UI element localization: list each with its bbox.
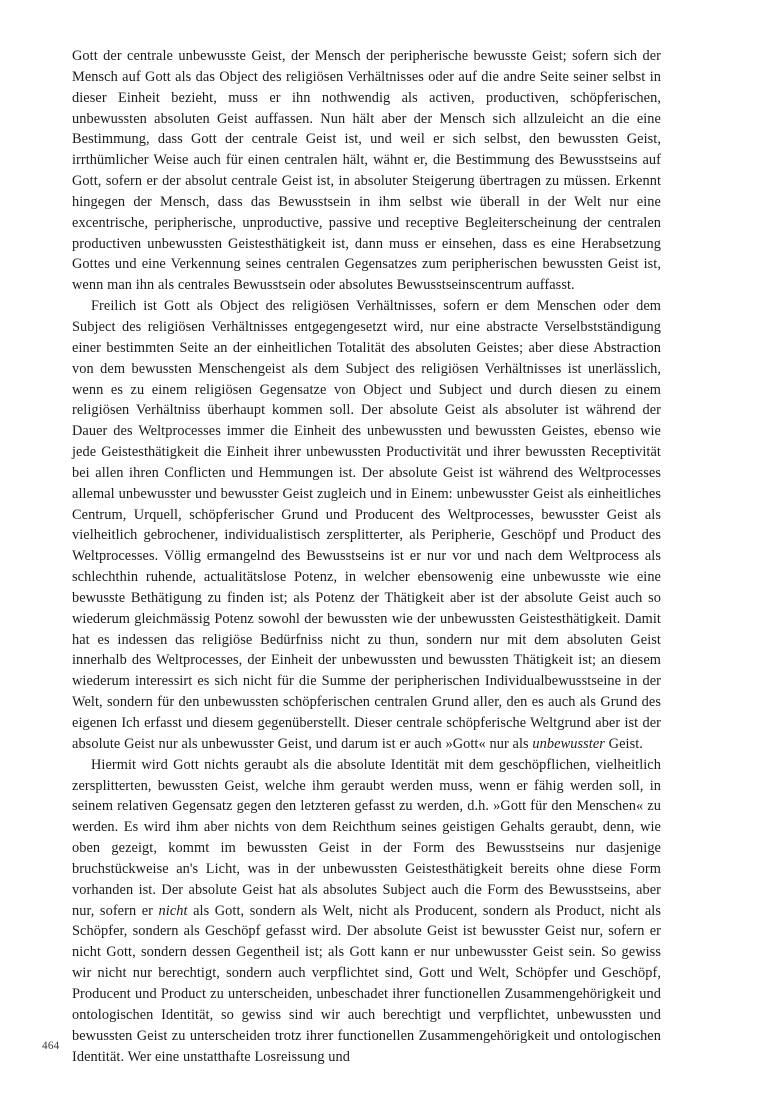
- body-text-block: [72, 46, 661, 1067]
- emphasised-word: unbewusster: [532, 735, 605, 752]
- emphasised-word: nicht: [158, 902, 188, 919]
- page-number: 464: [42, 1040, 60, 1052]
- paragraph: Hiermit wird Gott nichts geraubt als die absolute Identität mit dem geschöpflichen, vielheitlich zersplitterten, bewussten Geist, welche ihm geraubt werden muss, wenn er fähig werden soll, in seinem relativen Gegensatz gegen den letzteren gefasst zu werden, d.h. »Gott für den Menschen« zu werden. Es wird ihm aber nichts von dem Reichthum seines geistigen Gehalts geraubt, denn, wie oben gezeigt, kommt im bewussten Geist in der Form des Bewusstseins nur dasjenige bruchstückweise an's Licht, was in der unbewussten Geistesthätigkeit bereits ohne diese Form vorhanden ist. Der absolute Geist hat als absolutes Subject auch die Form des Bewusstseins, aber nur, sofern er nicht als Gott, sondern als Welt, nicht als Producent, sondern als Product, nicht als Schöpfer, sondern als Geschöpf gefasst wird. Der absolute Geist ist bewusster Geist nur, sofern er nicht Gott, sondern dessen Gegentheil ist; als Gott kann er nur unbewusster Geist sein. So gewiss wir nicht nur berechtigt, sondern auch verpflichtet sind, Gott und Welt, Schöpfer und Geschöpf, Producent und Product zu unterscheiden, unbeschadet ihrer functionellen Zusammengehörigkeit und ontologischen Identität, so gewiss sind wir auch berechtigt und verpflichtet, unbewussten und bewussten Geist zu unterscheiden trotz ihrer functionellen Zusammengehörigkeit und ontologischen Identität. Wer eine unstatthafte Losreissung und: [72, 756, 661, 1065]
- paragraph: Gott der centrale unbewusste Geist, der Mensch der peripherische bewusste Geist; sofern sich der Mensch auf Gott als das Object des religiösen Verhältnisses oder auf die andre Seite seiner selbst in dieser Einheit bezieht, muss er ihn nothwendig als activen, productiven, schöpferischen, unbewussten absoluten Geist auffassen. Nun hält aber der Mensch sich allzuleicht an die eine Bestimmung, dass Gott der centrale Geist ist, und weil er sich selbst, den bewussten Geist, irrthümlicher Weise auch für einen centralen hält, wähnt er, die Bestimmung des Bewusstseins auf Gott, sofern er der absolut centrale Geist ist, in absoluter Steigerung übertragen zu müssen. Erkennt hingegen der Mensch, dass das Bewusstsein in ihm selbst wie überall in der Welt nur eine excentrische, peripherische, unproductive, passive und receptive Begleiterscheinung der centralen productiven unbewussten Geistesthätigkeit ist, dann muss er einsehen, dass es eine Herabsetzung Gottes und eine Verkennung seines centralen Gegensatzes zum peripherischen bewussten Geist ist, wenn man ihn als centrales Bewusstsein oder absolutes Bewusstseinscentrum auffasst.: [72, 48, 661, 294]
- paragraph: Freilich ist Gott als Object des religiösen Verhältnisses, sofern er dem Menschen oder dem Subject des religiösen Verhältnisses entgegengesetzt wird, nur eine abstracte Verselbstständigung einer bestimmten Seite an der einheitlichen Totalität des absoluten Geistes; aber diese Abstraction von dem bewussten Menschengeist als dem Subject des religiösen Verhältnisses ist unerlässlich, wenn es zu einem religiösen Gegensatze von Object und Subject und durch diesen zu einem religiösen Verhältniss überhaupt kommen soll. Der absolute Geist als absoluter ist während der Dauer des Weltprocesses immer die Einheit des unbewussten und bewussten Geistes, ebenso wie jede Geistesthätigkeit die Einheit ihrer unbewussten Productivität und ihrer bewussten Receptivität bei allen ihren Conflicten und Hemmungen ist. Der absolute Geist ist während des Weltprocesses allemal unbewusster und bewusster Geist zugleich und in Einem: unbewusster Geist als einheitliches Centrum, Urquell, schöpferischer Grund und Producent des Weltprocesses, bewusster Geist als vielheitlich gebrochener, individualistisch zersplitterter, als Peripherie, Geschöpf und Product des Weltprocesses. Völlig ermangelnd des Bewusstseins ist er nur vor und nach dem Weltprocess als schlechthin ruhende, actualitätslose Potenz, in welcher ebensowenig eine unbewusste wie eine bewusste Bethätigung zu finden ist; als Potenz der Thätigkeit aber ist der absolute Geist auch so wiederum gleichmässig Potenz sowohl der bewussten wie der unbewussten Geistesthätigkeit. Damit hat es indessen das religiöse Bedürfniss nicht zu thun, sondern nur mit dem absoluten Geist innerhalb des Weltprocesses, der Einheit der unbewussten und bewussten Thätigkeit ist; an diesem wiederum interessirt es sich nicht für die Summe der peripherischen Individualbewusstseine in der Welt, sondern für den unbewussten schöpferischen centralen Grund aller, den es auch als Grund des eigenen Ich erfasst und diesem gegenüberstellt. Dieser centrale schöpferische Weltgrund aber ist der absolute Geist nur als unbewusster Geist, und darum ist er auch »Gott« nur als unbewusster Geist.: [72, 298, 661, 752]
